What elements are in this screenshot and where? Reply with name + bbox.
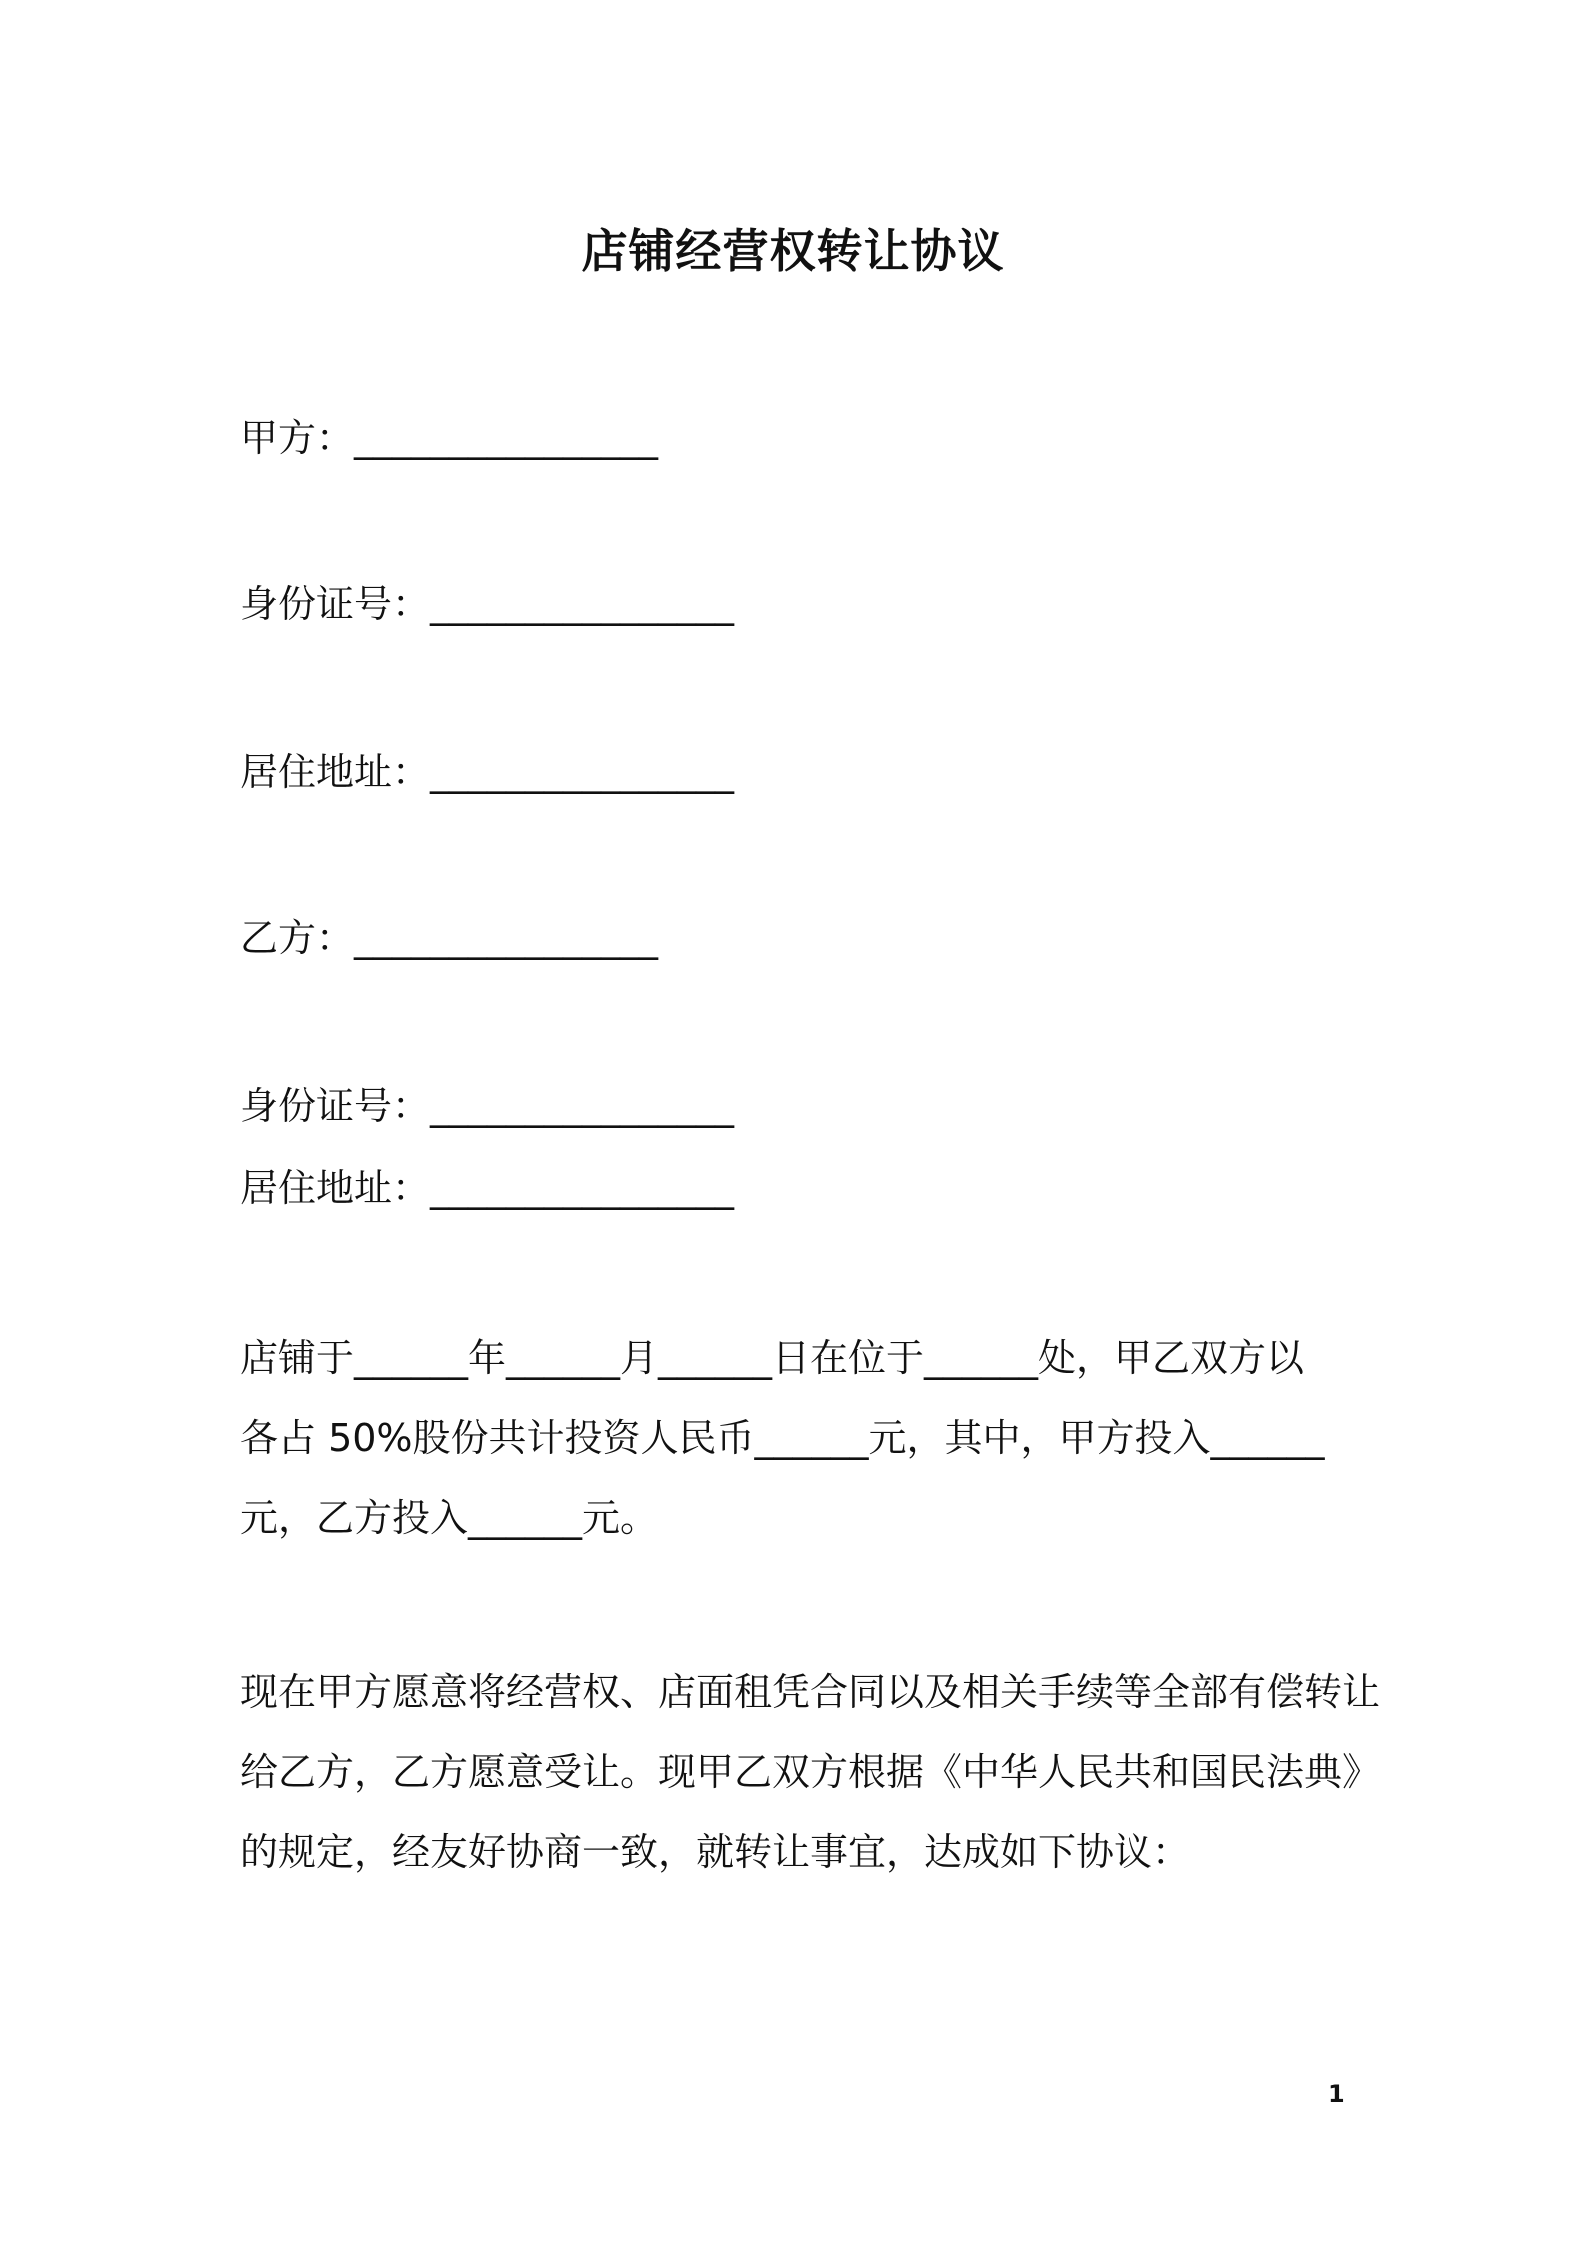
paragraph-line: 各占 50%股份共计投资人民币______元，其中，甲方投入______ <box>240 1416 1325 1460</box>
party-a-id-field: 身份证号：________________ <box>240 582 735 626</box>
paragraph-line: 店铺于______年______月______日在位于______处，甲乙双方以 <box>240 1336 1305 1380</box>
paragraph-line: 元，乙方投入______元。 <box>240 1496 659 1540</box>
investment-paragraph <box>240 1318 1325 1558</box>
agreement-paragraph <box>240 1652 1380 1892</box>
paragraph-line: 的规定，经友好协商一致，就转让事宜，达成如下协议： <box>240 1830 1191 1874</box>
paragraph-line: 给乙方，乙方愿意受让。现甲乙双方根据《中华人民共和国民法典》 <box>240 1750 1381 1794</box>
party-b-id-field: 身份证号：________________ <box>240 1084 735 1128</box>
party-b-address-field: 居住地址：________________ <box>240 1166 735 1210</box>
party-a-name-field: 甲方：________________ <box>240 416 659 460</box>
document-title: 店铺经营权转让协议 <box>581 224 1005 278</box>
party-a-address-field: 居住地址：________________ <box>240 750 735 794</box>
paragraph-line: 现在甲方愿意将经营权、店面租凭合同以及相关手续等全部有偿转让 <box>240 1670 1381 1714</box>
page-number: 1 <box>1328 2080 1345 2108</box>
party-b-name-field: 乙方：________________ <box>240 916 659 960</box>
